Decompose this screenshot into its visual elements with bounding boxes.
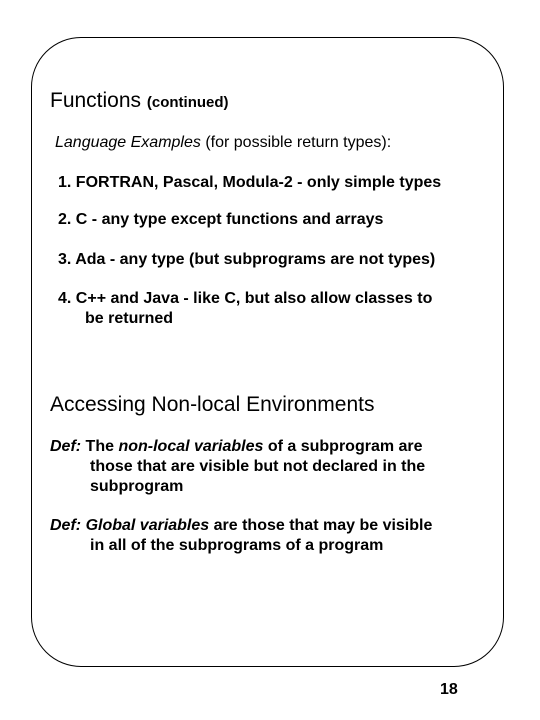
language-examples-line bbox=[55, 133, 391, 153]
def-label: Def: bbox=[50, 517, 82, 534]
list-item-text: 2. C - any type except functions and arrays bbox=[58, 211, 384, 228]
language-examples-label: Language Examples bbox=[55, 134, 201, 151]
list-item bbox=[58, 173, 441, 193]
def-text: are those that may be visible bbox=[209, 517, 433, 534]
list-item-continuation: be returned bbox=[85, 310, 174, 327]
heading-title: Functions bbox=[50, 89, 142, 112]
definition-global bbox=[50, 516, 432, 556]
def-text: of a subprogram are bbox=[263, 438, 423, 455]
slide-frame bbox=[31, 37, 504, 667]
language-examples-rest: (for possible return types): bbox=[200, 134, 392, 151]
list-item-text: 4. C++ and Java - like C, but also allow classes to bbox=[58, 290, 433, 307]
list-item-text: 1. FORTRAN, Pascal, Modula-2 - only simple types bbox=[58, 174, 442, 191]
def-continuation: those that are visible but not declared in the bbox=[90, 458, 426, 475]
list-item bbox=[58, 250, 435, 270]
def-term: Global variables bbox=[85, 517, 210, 534]
def-text: The bbox=[81, 438, 119, 455]
list-item bbox=[58, 210, 383, 230]
def-term: non-local variables bbox=[118, 438, 264, 455]
list-item bbox=[58, 289, 432, 329]
def-continuation: subprogram bbox=[90, 478, 184, 495]
page-number: 18 bbox=[440, 681, 458, 698]
definition-nonlocal bbox=[50, 437, 425, 497]
list-item-text: 3. Ada - any type (but subprograms are not types) bbox=[58, 251, 436, 268]
heading-subtitle: (continued) bbox=[146, 94, 229, 111]
def-continuation: in all of the subprograms of a program bbox=[90, 537, 384, 554]
section-heading-functions bbox=[50, 88, 229, 116]
def-label: Def: bbox=[50, 438, 82, 455]
section-heading-nonlocal: Accessing Non-local Environments bbox=[50, 393, 375, 416]
